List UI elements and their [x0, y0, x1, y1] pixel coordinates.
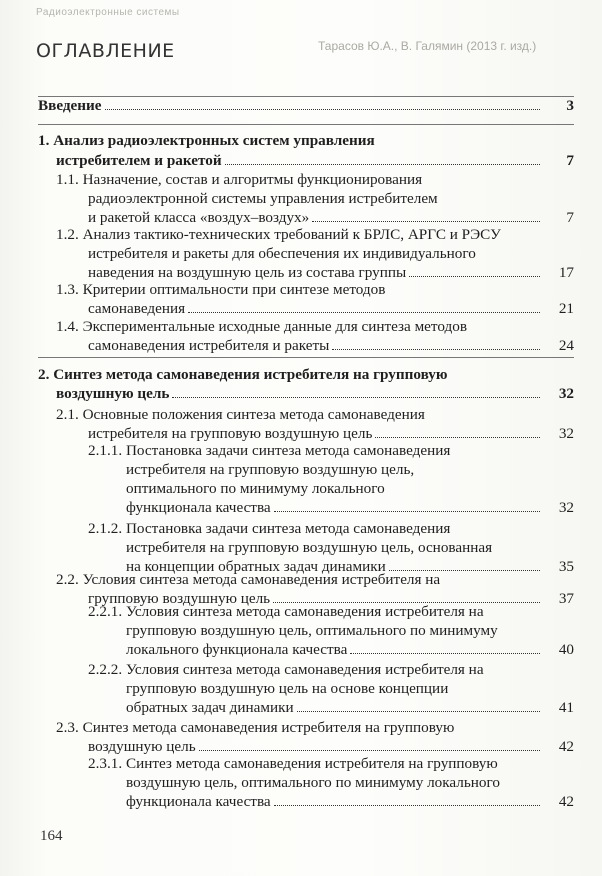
- bleed-through-header-right: [318, 36, 602, 56]
- toc-entry[interactable]: [88, 754, 574, 811]
- toc-entry-text: 1.4. Экспериментальные исходные данные для синтеза методов: [56, 318, 468, 335]
- toc-entry[interactable]: [38, 131, 574, 171]
- toc-entry[interactable]: [88, 602, 574, 659]
- toc-entry-text: самонаведения истребителя и ракеты: [88, 337, 330, 354]
- rule-after-intro: [38, 124, 574, 125]
- toc-entry[interactable]: [38, 365, 574, 403]
- bleed-header-left: Радиоэлектронные системы: [36, 7, 180, 18]
- toc-entry-text: воздушную цель: [56, 385, 170, 402]
- toc-entry-text: оптимального по минимуму локального: [126, 480, 385, 497]
- toc-page-number: 7: [566, 209, 574, 226]
- toc-entry-text: 1.1. Назначение, состав и алгоритмы функционирования: [56, 171, 423, 188]
- toc-page-number: 35: [558, 558, 574, 575]
- toc-entry[interactable]: [38, 96, 574, 116]
- toc-entry-text: истребителя на групповую воздушную цель,: [126, 461, 415, 478]
- toc-entry-text: обратных задач динамики: [126, 699, 294, 716]
- toc-entry[interactable]: [56, 405, 574, 443]
- toc-entry-text: групповую воздушную цель: [88, 590, 271, 607]
- toc-entry-text: и ракетой класса «воздух–воздух»: [88, 209, 310, 226]
- toc-entry-text: самонаведения: [88, 300, 186, 317]
- dot-leader: [188, 312, 540, 313]
- toc-entry[interactable]: [56, 280, 574, 318]
- dot-leader: [312, 221, 540, 222]
- toc-entry-text: 2. Синтез метода самонаведения истребителя на групповую: [38, 366, 448, 383]
- toc-page-number: 17: [558, 264, 574, 281]
- toc-entry-text: 2.2.2. Условия синтеза метода самонаведения истребителя на: [88, 661, 484, 678]
- dot-leader: [199, 750, 540, 751]
- toc-entry[interactable]: [56, 718, 574, 756]
- toc-entry-text: групповую воздушную цель, оптимального по минимуму: [126, 622, 498, 639]
- dot-leader: [172, 397, 540, 398]
- toc-entry-text: наведения на воздушную цель из состава группы: [88, 264, 407, 281]
- toc-page-number: 24: [558, 337, 574, 354]
- toc-entry-text: радиоэлектронной системы управления истребителем: [88, 190, 438, 207]
- toc-entry-text: групповую воздушную цель на основе концепции: [126, 680, 449, 697]
- toc-entry-text: 2.2. Условия синтеза метода самонаведения истребителя на: [56, 571, 441, 588]
- page-number: 164: [40, 828, 63, 844]
- toc-entry-text: 2.2.1. Условия синтеза метода самонаведения истребителя на: [88, 603, 484, 620]
- dot-leader: [225, 164, 540, 165]
- toc-entry[interactable]: [56, 225, 574, 282]
- dot-leader: [274, 511, 540, 512]
- toc-page-number: 41: [558, 699, 574, 716]
- toc-entry-text: 2.1.1. Постановка задачи синтеза метода самонаведения: [88, 442, 451, 459]
- toc-entry-text: 1.2. Анализ тактико-технических требований к БРЛС, АРГС и РЭСУ: [56, 226, 501, 243]
- toc-entry-text: 2.1. Основные положения синтеза метода самонаведения: [56, 406, 425, 423]
- toc-entry-text: 2.3. Синтез метода самонаведения истребителя на групповую: [56, 719, 455, 736]
- toc-page-number: 37: [558, 590, 574, 607]
- toc-page-number: 42: [558, 793, 574, 810]
- toc-page-number: 42: [558, 738, 574, 755]
- toc-entry-text: истребителем и ракетой: [56, 152, 222, 169]
- bleed-through-header: [0, 0, 602, 26]
- toc-entry[interactable]: [56, 170, 574, 227]
- dot-leader: [274, 805, 540, 806]
- toc-entry-text: воздушную цель: [88, 738, 196, 755]
- toc-entry[interactable]: [88, 519, 574, 576]
- toc-entry-text: функционала качества: [126, 499, 271, 516]
- toc-entry-text: 2.1.2. Постановка задачи синтеза метода самонаведения: [88, 520, 451, 537]
- dot-leader: [375, 437, 540, 438]
- toc-page-number: 32: [558, 499, 574, 516]
- toc-entry-text: на концепции обратных задач динамики: [126, 558, 386, 575]
- toc-entry-text: 1.3. Критерии оптимальности при синтезе методов: [56, 281, 386, 298]
- toc-entry-text: функционала качества: [126, 793, 271, 810]
- toc-entry[interactable]: [88, 660, 574, 717]
- toc-page-number: 21: [558, 300, 574, 317]
- toc-entry[interactable]: [56, 317, 574, 355]
- toc-entry-text: истребителя на групповую воздушную цель, основанная: [126, 539, 493, 556]
- bleed-header-right: Тарасов Ю.А., В. Галямин (2013 г. изд.): [318, 39, 537, 53]
- toc-page-number: 32: [558, 425, 574, 442]
- toc-entry-text: 1. Анализ радиоэлектронных систем управления: [38, 132, 375, 149]
- dot-leader: [409, 276, 540, 277]
- dot-leader: [332, 349, 540, 350]
- rule-after-chapter-1: [38, 357, 574, 358]
- toc-entry-text: истребителя на групповую воздушную цель: [88, 425, 373, 442]
- toc-page-number: 3: [566, 97, 574, 114]
- toc-page-number: 40: [558, 641, 574, 658]
- dot-leader: [350, 653, 540, 654]
- toc-entry-text: 2.3.1. Синтез метода самонаведения истребителя на групповую: [88, 755, 498, 772]
- dot-leader: [297, 711, 540, 712]
- toc-entry-text: истребителя и ракеты для обеспечения их индивидуального: [88, 245, 476, 262]
- page-title: ОГЛАВЛЕНИЕ: [36, 40, 175, 62]
- toc-entry-text: воздушную цель, оптимального по минимуму локального: [126, 774, 500, 791]
- toc-entry-text: локального функционала качества: [126, 641, 348, 658]
- toc-page-number: 32: [558, 385, 574, 402]
- toc-entry[interactable]: [88, 441, 574, 517]
- toc-entry-text: Введение: [38, 97, 102, 114]
- toc-page-number: 7: [566, 152, 574, 169]
- dot-leader: [105, 109, 540, 110]
